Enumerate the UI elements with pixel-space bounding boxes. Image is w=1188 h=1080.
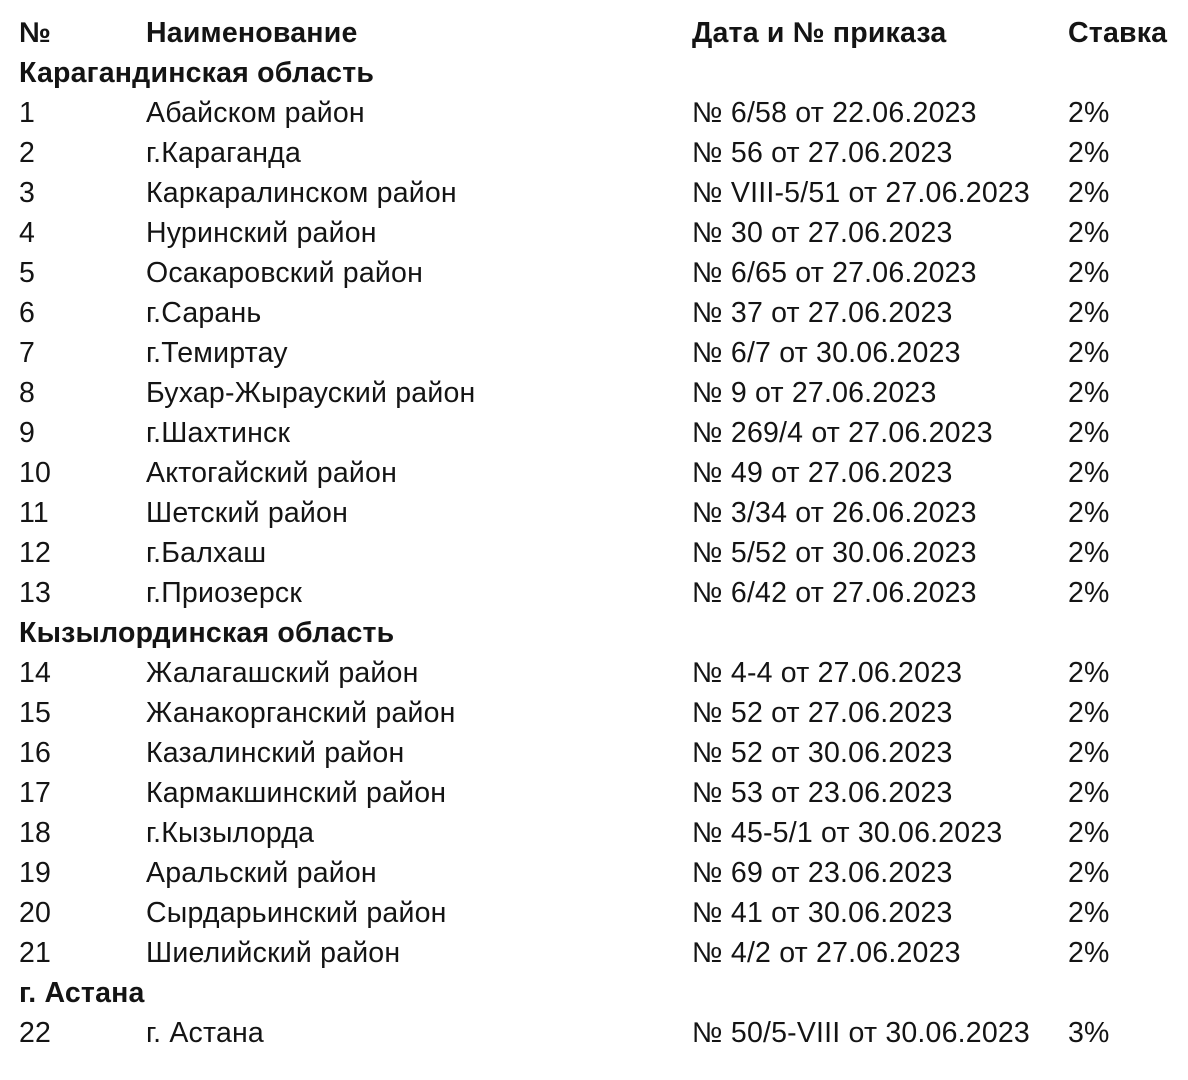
region-name: Кызылординская область [19,617,395,649]
row-rate: 2% [1068,497,1110,529]
table-row [19,373,1184,413]
row-order: № 6/7 от 30.06.2023 [692,337,961,369]
row-name: Кармакшинский район [146,777,447,809]
row-number: 2 [19,137,36,169]
header-num: № [19,17,51,49]
table-row [19,453,1184,493]
row-rate: 3% [1068,1017,1110,1049]
row-number: 12 [19,537,52,569]
row-name: г.Караганда [146,137,302,169]
row-rate: 2% [1068,257,1110,289]
row-order: № 52 от 27.06.2023 [692,697,953,729]
row-rate: 2% [1068,417,1110,449]
row-name: г.Кызылорда [146,817,315,849]
table-row [19,93,1184,133]
row-number: 6 [19,297,36,329]
row-order: № 49 от 27.06.2023 [692,457,953,489]
row-number: 1 [19,97,36,129]
region-row [19,53,1184,93]
row-name: г.Сарань [146,297,262,329]
row-rate: 2% [1068,137,1110,169]
row-number: 16 [19,737,52,769]
table-row [19,293,1184,333]
row-number: 3 [19,177,36,209]
table-row [19,333,1184,373]
row-rate: 2% [1068,97,1110,129]
table-row [19,133,1184,173]
row-order: № 269/4 от 27.06.2023 [692,417,993,449]
row-order: № 56 от 27.06.2023 [692,137,953,169]
row-rate: 2% [1068,537,1110,569]
row-order: № 6/58 от 22.06.2023 [692,97,977,129]
table-row [19,1013,1184,1053]
table-row [19,773,1184,813]
row-name: г.Темиртау [146,337,288,369]
header-rate: Ставка [1068,17,1168,49]
row-name: Осакаровский район [146,257,424,289]
row-order: № 53 от 23.06.2023 [692,777,953,809]
row-rate: 2% [1068,297,1110,329]
row-number: 19 [19,857,52,889]
row-number: 7 [19,337,36,369]
table-row [19,733,1184,773]
table-row [19,493,1184,533]
row-order: № VIII-5/51 от 27.06.2023 [692,177,1030,209]
row-name: Казалинский район [146,737,405,769]
row-name: Жалагашский район [146,657,419,689]
row-name: Сырдарьинский район [146,897,447,929]
row-name: Нуринский район [146,217,377,249]
row-number: 22 [19,1017,52,1049]
rates-table [19,13,1184,1053]
row-rate: 2% [1068,657,1110,689]
row-rate: 2% [1068,697,1110,729]
row-rate: 2% [1068,777,1110,809]
row-order: № 3/34 от 26.06.2023 [692,497,977,529]
row-order: № 6/42 от 27.06.2023 [692,577,977,609]
row-number: 10 [19,457,52,489]
row-order: № 4-4 от 27.06.2023 [692,657,963,689]
table-row [19,853,1184,893]
row-number: 8 [19,377,36,409]
table-body [19,53,1184,1053]
table-row [19,413,1184,453]
row-name: г.Балхаш [146,537,267,569]
table-row [19,813,1184,853]
row-name: г.Шахтинск [146,417,291,449]
row-number: 14 [19,657,52,689]
row-number: 17 [19,777,52,809]
table-row [19,653,1184,693]
table-row [19,253,1184,293]
row-order: № 52 от 30.06.2023 [692,737,953,769]
row-rate: 2% [1068,897,1110,929]
row-name: г.Приозерск [146,577,302,609]
row-name: Аральский район [146,857,377,889]
row-number: 18 [19,817,52,849]
row-rate: 2% [1068,817,1110,849]
row-order: № 37 от 27.06.2023 [692,297,953,329]
row-rate: 2% [1068,737,1110,769]
row-name: Шетский район [146,497,349,529]
row-rate: 2% [1068,577,1110,609]
row-name: г. Астана [146,1017,264,1049]
row-name: Каркаралинском район [146,177,457,209]
row-order: № 69 от 23.06.2023 [692,857,953,889]
row-rate: 2% [1068,377,1110,409]
row-number: 9 [19,417,36,449]
row-name: Бухар-Жырауский район [146,377,476,409]
table-row [19,533,1184,573]
table-row [19,173,1184,213]
row-rate: 2% [1068,177,1110,209]
row-order: № 50/5-VIII от 30.06.2023 [692,1017,1030,1049]
row-rate: 2% [1068,457,1110,489]
table-row [19,893,1184,933]
region-row [19,613,1184,653]
region-name: Карагандинская область [19,57,375,89]
table-header-row [19,13,1184,53]
table-row [19,573,1184,613]
row-order: № 6/65 от 27.06.2023 [692,257,977,289]
row-name: Актогайский район [146,457,398,489]
table-row [19,933,1184,973]
header-name: Наименование [146,17,358,49]
row-name: Жанакорганский район [146,697,456,729]
table-row [19,213,1184,253]
row-number: 11 [19,497,49,529]
header-order: Дата и № приказа [692,17,947,49]
row-number: 13 [19,577,52,609]
row-rate: 2% [1068,857,1110,889]
row-order: № 30 от 27.06.2023 [692,217,953,249]
row-number: 5 [19,257,36,289]
row-number: 15 [19,697,52,729]
table-row [19,693,1184,733]
row-order: № 4/2 от 27.06.2023 [692,937,961,969]
region-row [19,973,1184,1013]
row-number: 20 [19,897,52,929]
row-order: № 41 от 30.06.2023 [692,897,953,929]
row-name: Абайском район [146,97,365,129]
row-number: 4 [19,217,36,249]
row-rate: 2% [1068,937,1110,969]
row-number: 21 [19,937,52,969]
row-name: Шиелийский район [146,937,401,969]
row-order: № 9 от 27.06.2023 [692,377,937,409]
row-order: № 45-5/1 от 30.06.2023 [692,817,1003,849]
row-rate: 2% [1068,217,1110,249]
row-order: № 5/52 от 30.06.2023 [692,537,977,569]
row-rate: 2% [1068,337,1110,369]
region-name: г. Астана [19,977,145,1009]
